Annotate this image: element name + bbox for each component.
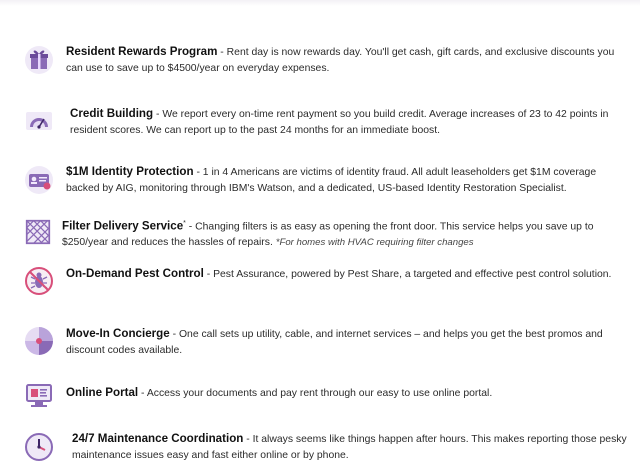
top-fade [0, 0, 640, 6]
item-text [72, 431, 627, 463]
item-body: 1 in 4 Americans are victims of identity fraud. All adult leaseholders get $1M coverage backed by AIG, monitoring through IBM's Watson, and a dedicated, US-based Identity Restoration Specialist. [66, 167, 597, 194]
concierge-icon [24, 326, 54, 356]
online-portal-icon [24, 380, 54, 410]
item-separator: - [193, 167, 203, 178]
item-separator: - [243, 434, 253, 445]
item-separator: - [153, 109, 163, 120]
item-footnote: *For homes with HVAC requiring filter changes [275, 236, 474, 248]
item-separator: - [169, 329, 179, 340]
maintenance-clock-icon [24, 432, 54, 462]
item-title: 24/7 Maintenance Coordination [72, 432, 244, 445]
item-separator: - [203, 269, 214, 280]
item-body: We report every on-time rent payment so you build credit. Average increases of 23 to 42 points in resident scores. We can report up to the past 24 months for an immediate boost. [70, 109, 609, 136]
item-body: Changing filters is as easy as opening the front door. This service helps you save up to $250/year and reduces the hassles of repairs. [62, 221, 594, 248]
item-title-mark: * [183, 220, 186, 227]
item-body: One call sets up utility, cable, and internet services – and helps you get the best promos and discount codes available. [66, 329, 603, 356]
item-text [62, 216, 627, 250]
item-body: Rent day is now rewards day. You'll get cash, gift cards, and exclusive discounts you can use to save up to $4500/year on everyday expenses. [66, 47, 615, 74]
item-text [66, 44, 626, 76]
item-body: Pest Assurance, powered by Pest Share, a targeted and effective pest control solution. [213, 269, 612, 280]
item-body: It always seems like things happen after hours. This makes reporting those pesky maintenance issues easy and fast either online or by phone. [72, 434, 627, 461]
item-title: On-Demand Pest Control [66, 267, 204, 280]
credit-gauge-icon [24, 106, 54, 136]
item-text [66, 326, 626, 358]
item-text [66, 266, 626, 283]
id-card-icon [24, 165, 54, 195]
item-text [66, 385, 626, 402]
item-title: Credit Building [70, 107, 154, 120]
item-title: Move-In Concierge [66, 327, 170, 340]
item-title: $1M Identity Protection [66, 165, 194, 178]
item-title: Resident Rewards Program [66, 45, 218, 58]
pest-control-icon [24, 266, 54, 296]
item-separator: - [138, 388, 147, 399]
item-title: Filter Delivery Service [62, 219, 184, 233]
item-separator: - [217, 47, 227, 58]
filter-icon [25, 219, 51, 245]
item-separator: - [185, 221, 196, 233]
item-body: Access your documents and pay rent through our easy to use online portal. [146, 388, 493, 399]
item-text [70, 106, 625, 138]
item-title: Online Portal [66, 386, 139, 399]
gift-icon [24, 45, 54, 75]
item-text [66, 164, 626, 196]
